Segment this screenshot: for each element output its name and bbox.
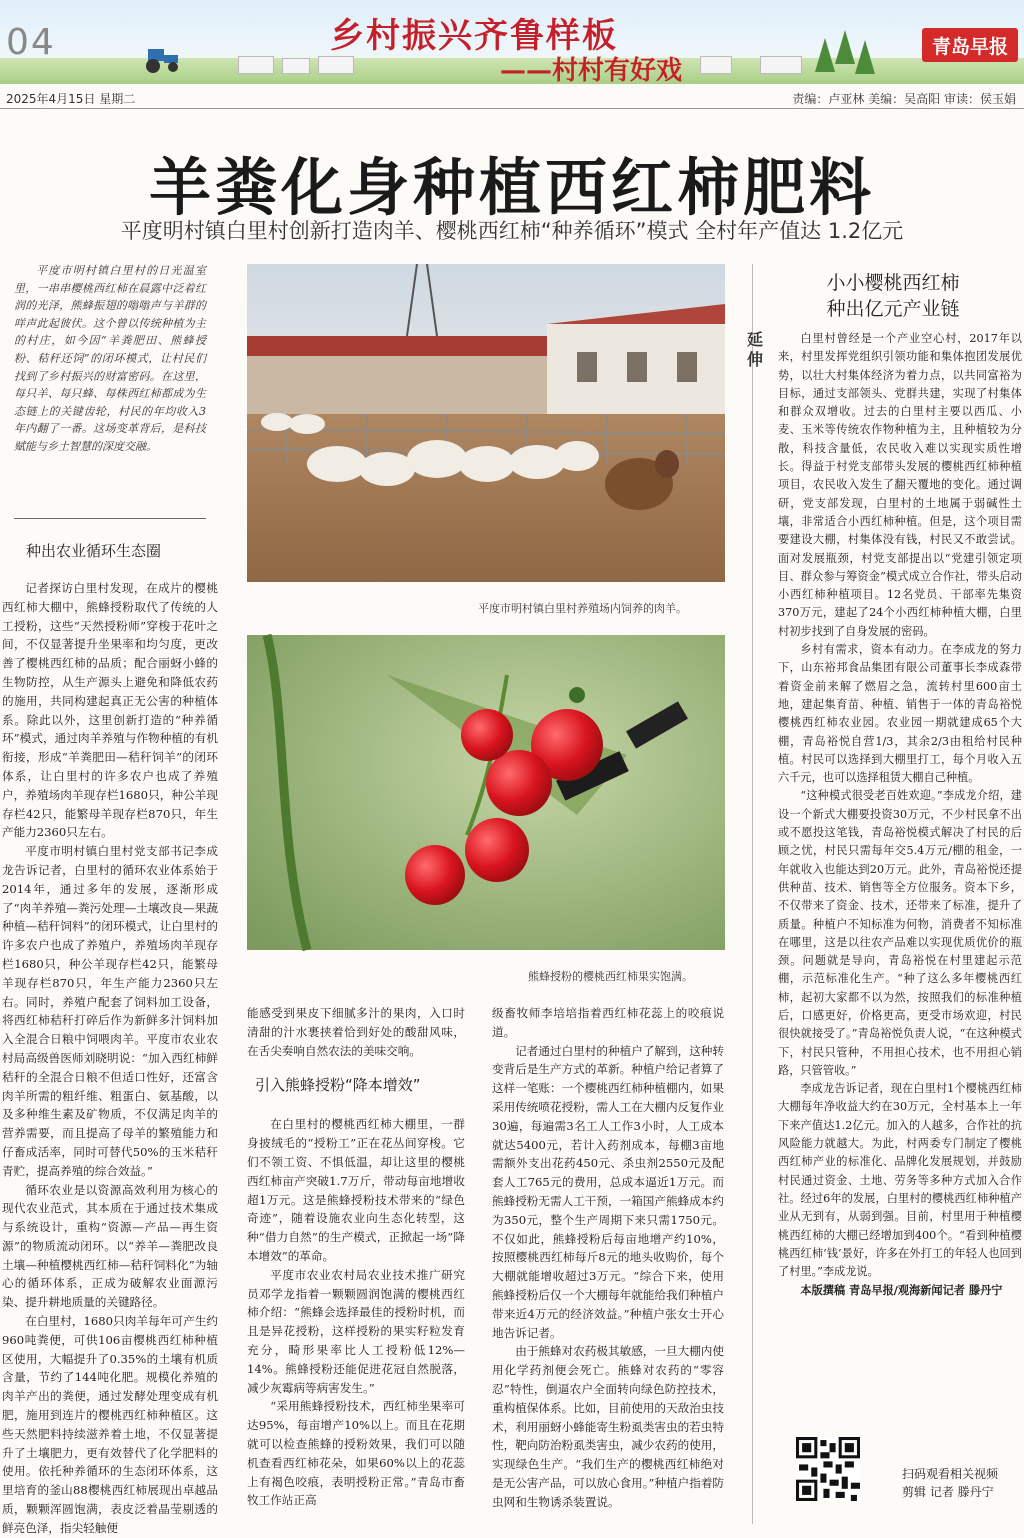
article-column-1 (2, 530, 218, 1535)
village-house-icon (700, 56, 732, 74)
article-paragraph: “采用熊蜂授粉技术，西红柿坐果率可达95%，每亩增产10%以上。而且在花期就可以检查熊蜂的授粉效果，我们可以随机查看西红柿花朵，如果60%以上的花蕊上有褐色咬痕，表明授粉正常。”青岛市畜牧工作站正高 (247, 1399, 465, 1508)
column-title: 乡村振兴齐鲁样板 (330, 16, 618, 56)
article-paragraph: 乡村有需求，资本有动力。在李成龙的努力下，山东裕邦食品集团有限公司董事长李成森带着资金前来解了燃眉之急，流转村里600亩土地，建起集育苗、种植、销售于一体的青岛裕悦樱桃西红柿农业园。农业园一期就建成65个大棚，青岛裕悦自营1/3，其余2/3由租给村民种植。村民可以选择到大棚里打工，每个月收入五六千元，也可以选择租赁大棚自己种植。 (778, 643, 1022, 785)
page-number: 04 (6, 22, 56, 63)
article-paragraph: 能感受到果皮下细腻多汁的果肉，入口时清甜的汁水裹挟着恰到好处的酸甜风味，在舌尖奏响自然农法的美味交响。 (247, 1006, 465, 1058)
article-paragraph: 循环农业是以资源高效利用为核心的现代农业范式，其本质在于通过技术集成与系统设计，重构“资源—产品—再生资源”的物质流动闭环。以“养羊—粪肥改良土壤—种植樱桃西红柿—秸秆饲料化”为轴心的循环体系，正成为破解农业面源污染、提升耕地质量的关键路径。 (2, 1182, 218, 1310)
article-paragraph: 在白里村的樱桃西红柿大棚里，一群身披绒毛的“授粉工”正在花丛间穿梭。它们不领工资、不惧低温，却让这里的樱桃西红柿亩产突破1.7万斤，带动每亩地增收超1万元。这是熊蜂授粉技术带来的“绿色奇迹”，随着设施农业向生态化转型，这种“借力自然”的生产模式，正掀起一场“降本增效”的革命。 (247, 1117, 465, 1263)
tree-icon (835, 30, 855, 64)
sidebar-title-line: 小小樱桃西红柿 (826, 272, 960, 294)
photo-caption: 熊蜂授粉的樱桃西红柿果实饱满。 (528, 970, 693, 983)
article-paragraph: 平度市明村镇白里村党支部书记李成龙告诉记者，白里村的循环农业体系始于2014年，通过多年的发展，逐渐形成了“肉羊养殖—粪污处理—土壤改良—果蔬种植—秸秆饲料”的闭环模式，让白里村的许多农户也成了养殖户，养殖场肉羊现存栏1680只，种公羊现存栏42只，能繁母羊现存栏870只，年生产能力2360只左右。同时，养殖户配套了饲料加工设备，将西红柿秸秆打碎后作为新鲜多汁饲料加入全混合日粮中饲喂肉羊。平度市农业农村局高级兽医师刘晓明说：“加入西红柿鲜秸秆的全混合日粮不但适口性好，还富含肉羊所需的粗纤维、粗蛋白、氨基酸，以及多种维生素及矿物质，不仅满足肉羊的营养需要，而且提高了母羊的繁殖能力和仔畜成活率，同时可替代50%的玉米秸秆青贮，提高养殖的综合效益。” (2, 844, 218, 1178)
sidebar-title-line: 种出亿元产业链 (826, 298, 960, 320)
newspaper-logo: 青岛早报 (922, 28, 1018, 62)
masthead-banner (0, 0, 1024, 84)
main-headline: 羊粪化身种植西红柿肥料 (148, 151, 875, 224)
photo-caption: 平度市明村镇白里村养殖场内饲养的肉羊。 (478, 602, 687, 615)
article-paragraph: 记者探访白里村发现，在成片的樱桃西红柿大棚中，熊蜂授粉取代了传统的人工授粉，这些“天然授粉师”穿梭于花叶之间，不仅显著提升坐果率和均匀度，更改善了樱桃西红柿的品质；配合丽蚜小蜂的生物防控，从生产源头上避免和降低农药的施用，共同构建起真正无公害的种植体系。除此以外，这里创新打造的“种养循环”模式，通过肉羊养殖与作物种植的有机衔接，形成“羊粪肥田—秸秆饲羊”的闭环体系，让白里村的许多农户也成了养殖户，养殖场肉羊现存栏1680只，种公羊现存栏42只，能繁母羊现存栏870只，年生产能力2360只左右。 (2, 581, 218, 840)
article-paragraph: 级畜牧师李培培指着西红柿花蕊上的咬痕说道。 (492, 1006, 724, 1039)
lead-in-paragraph: 平度市明村镇白里村的日光温室里，一串串樱桃西红柿在晨露中泛着红润的光泽，熊蜂振翅的嗡嗡声与羊群的咩声此起彼伏。这个曾以传统种植为主的村庄，如今因“羊粪肥田、熊蜂授粉、秸秆还饲”的闭环模式，让村民们找到了乡村振兴的财富密码。在这里，每只羊、每只蜂、每株西红柿都成为生态链上的关键齿轮，村民的年均收入3年内翻了一番。这场变革背后，是科技赋能与乡土智慧的深度交融。 (14, 264, 206, 453)
article-paragraph: “这种模式很受老百姓欢迎。”李成龙介绍，建设一个新式大棚要投资30万元，不少村民拿不出或不愿投这笔钱，青岛裕悦模式解决了村民的后顾之忧，村民只需每年交5.4万元/棚的租金，一年就收入也能达到20万元。此外，青岛裕悦还提供种苗、技术、销售等全方位服务。资本下乡，不仅带来了资金、技术，还带来了标准，提升了质量。种植户不知标准为何物，消费者不知标准在哪里，这是以往农产品难以实现优质优价的瓶颈。问题就是导向，青岛裕悦在村里建起示范棚，示范标准化生产。“种了这么多年樱桃西红柿，起初大家都不以为然，按照我们的标准种植后，口感更好，价格更高，更受市场欢迎，村民很快就接受了。”青岛裕悦负责人说，“在这种模式下，村民只管种，不用担心技术，也不用担心销路，只管管收。” (778, 789, 1022, 1077)
article-column-2 (247, 1004, 465, 1526)
lead-in-rule (14, 518, 206, 519)
village-house-icon (318, 56, 354, 74)
qr-caption (902, 1465, 998, 1501)
qr-code-icon[interactable] (796, 1437, 860, 1501)
tree-icon (815, 38, 835, 72)
sub-headline: 平度明村镇白里村创新打造肉羊、樱桃西红柿“种养循环”模式 全村年产值达 1.2亿元 (120, 219, 904, 243)
article-column-3 (492, 1004, 724, 1526)
article-paragraph: 在白里村，1680只肉羊每年可产生约960吨粪便，可供106亩樱桃西红柿种植区使用，大幅提升了0.35%的土壤有机质含量，节约了144吨化肥。规模化养殖的肉羊产出的粪便，通过发酵处理变成有机肥，施用到连片的樱桃西红柿种植区。这些天然肥料持续滋养着土地，不仅显著提升了土壤肥力，更有效替代了化学肥料的使用。依托种养循环的生态闭环体系，这里培育的釜山88樱桃西红柿展现出卓越品质，颗颗浑圆饱满，表皮泛着晶莹剔透的鲜亮色泽，指尖轻触便 (2, 1314, 218, 1535)
section-title-circular-ecology: 种出农业循环生态圈 (26, 542, 162, 560)
article-paragraph: 记者通过白里村的种植户了解到，这种转变背后是生产方式的革新。种植户给记者算了这样一笔账：一个樱桃西红柿种植棚内，如果采用传统喷花授粉，需人工在大棚内反复作业30遍，每遍需3名工人工作3小时，人工成本就达5400元，若计入药剂成本，每棚3亩地需额外支出花药450元、杀虫剂2550元及配套人工765元的费用，总成本逼近1万元。而熊蜂授粉无需人工干预，一箱国产熊蜂成本约为350元，整个生产周期下来只需1750元。不仅如此，熊蜂授粉后每亩地增产约10%，按照樱桃西红柿每斤8元的地头收购价，每个大棚就能增收超过3万元。“综合下来，使用熊蜂授粉后仅一个大棚每年就能给我们种植户带来近4万元的经济效益。”种植户张女士开心地告诉记者。 (492, 1043, 724, 1340)
sidebar-divider (752, 264, 753, 1524)
article-paragraph: 由于熊蜂对农药极其敏感，一旦大棚内使用化学药剂便会死亡。熊蜂对农药的“零容忍”特性，倒逼农户全面转向绿色防控技术，重构植保体系。比如，目前使用的天敌治虫技术，利用丽蚜小蜂能寄生粉虱类害虫的若虫特性，靶向防治粉虱类害虫，减少农药的使用，实现绿色生产。“我们生产的樱桃西红柿绝对是无公害产品，可以放心食用。”种植户指着防虫网和生物诱杀装置说。 (492, 1344, 725, 1509)
column-subtitle: ——村村有好戏 (500, 56, 683, 86)
issue-date: 2025年4月15日 星期二 (6, 92, 136, 106)
tree-icon (855, 40, 875, 74)
editor-credits: 责编：卢亚林 美编：吴高阳 审读：侯玉娟 (792, 92, 1016, 106)
section-title-bumblebee-pollination: 引入熊蜂授粉“降本增效” (255, 1076, 421, 1095)
article-paragraph: 平度市农业农村局农业技术推广研究员邓学龙指着一颗颗圆润饱满的樱桃西红柿介绍：“熊蜂会选择最佳的授粉时机，而且是异花授粉，这样授粉的果实籽粒发育充分，畸形果率比人工授粉低12%—14%。熊蜂授粉还能促进花冠自然脱落，减少灰霉病等病害发生。” (247, 1267, 465, 1395)
qr-caption-line: 扫码观看相关视频 (902, 1467, 999, 1481)
photo-cherry-tomatoes (247, 635, 725, 950)
article-paragraph: 白里村曾经是一个产业空心村，2017年以来，村里发挥党组织引领功能和集体抱团发展优势，以壮大村集体经济为着力点，以共同富裕为目标，通过支部领头、党群共建，实现了村集体和群众双增收。过去的白里村主要以西瓜、小麦、玉米等传统农作物种植为主，且种植较为分散，科技含量低，农民收入难以实现实质性增长。得益于村党支部带头发展的樱桃西红柿种植项目，农民收入发生了翻天覆地的变化。通过调研，党支部发现，白里村的土地属于弱碱性土壤，非常适合小西红柿种植。但是，这个项目需要建设大棚，村集体没有钱，村民又不敢尝试。面对发展瓶颈，村党支部提出以“党建引领定项目、群众参与筹资金”模式成立合作社，带头启动小西红柿种植项目。12名党员、干部率先集资370万元，建起了24个小西红柿种植大棚，白里村初步找到了自身发展的密码。 (778, 332, 1022, 638)
sidebar-article (778, 330, 1022, 1428)
sidebar-title (768, 270, 1018, 322)
tractor-icon (140, 45, 182, 73)
article-paragraph: 李成龙告诉记者，现在白里村1个樱桃西红柿大棚每年净收益大约在30万元，全村基本上一年下来产值达1.2亿元。加入的人越多，合作社的抗风险能力就越大。为此，村两委专门制定了樱桃西红柿产业的标准化、品牌化发展规划，并鼓励村民通过资金、土地、劳务等多种方式加入合作社。经过6年的发展，白里村的樱桃西红柿种植产业从无到有，从弱到强。目前，村里用于种植樱桃西红柿的大棚已经增加到400个。“看到种植樱桃西红柿‘钱’景好，许多在外打工的年轻人也回到了村里。”李成龙说。 (778, 1082, 1022, 1279)
village-house-icon (282, 58, 310, 74)
sidebar-label: 延伸 (746, 330, 763, 369)
header-rule (0, 108, 1024, 109)
byline: 本版撰稿 青岛早报/观海新闻记者 滕丹宁 (800, 1283, 1003, 1298)
village-house-icon (760, 56, 802, 74)
qr-caption-line: 剪辑 记者 滕丹宁 (902, 1485, 994, 1499)
photo-sheep-pen (247, 264, 725, 582)
village-house-icon (238, 56, 274, 74)
